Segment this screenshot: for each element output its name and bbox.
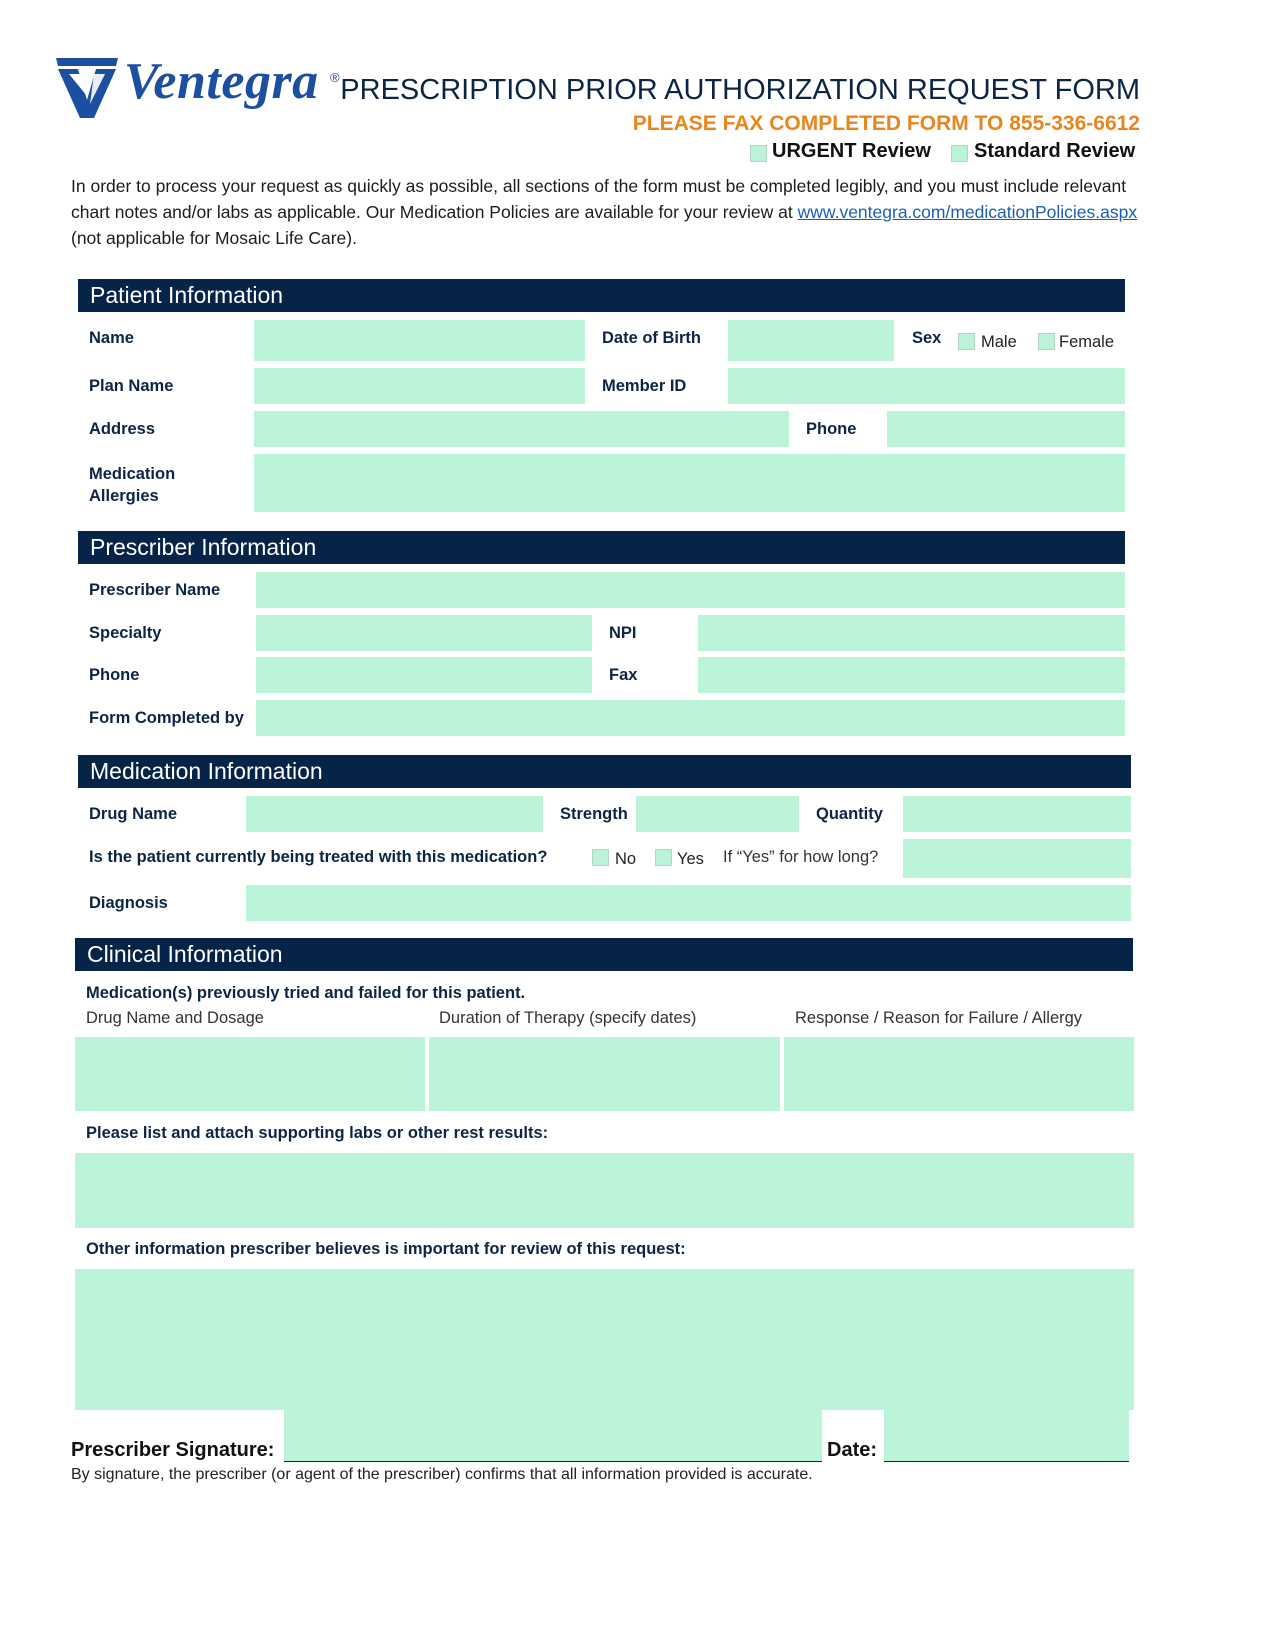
allergies-field[interactable] xyxy=(254,454,1125,512)
urgent-review-label: URGENT Review xyxy=(772,140,931,162)
diagnosis-field[interactable] xyxy=(246,885,1131,921)
address-field[interactable] xyxy=(254,411,789,447)
sex-male-label: Male xyxy=(981,333,1017,351)
tried-failed-label: Medication(s) previously tried and failed for this patient. xyxy=(86,984,526,1002)
v-shield-logo-icon xyxy=(54,56,120,120)
date-label: Date: xyxy=(827,1439,878,1461)
dob-field[interactable] xyxy=(728,320,894,361)
intro-text: In order to process your request as quickly as possible, all sections of the form must be completed legibly, and you must include relevant chart notes and/or labs as applicable. Our Medication Policies are available for your review at xyxy=(71,176,1127,222)
allergies-label-line2: Allergies xyxy=(89,487,159,505)
current-treatment-no-checkbox[interactable] xyxy=(592,849,609,866)
brand-name: Ventegra xyxy=(124,53,319,110)
brand-logo xyxy=(54,53,354,126)
diagnosis-label: Diagnosis xyxy=(89,894,168,912)
address-label: Address xyxy=(89,420,156,438)
patient-phone-label: Phone xyxy=(806,420,857,438)
strength-label: Strength xyxy=(560,805,628,823)
sex-male-checkbox[interactable] xyxy=(958,333,975,350)
allergies-label-line1: Medication xyxy=(89,465,176,483)
clinical-section-title: Clinical Information xyxy=(87,941,283,967)
strength-field[interactable] xyxy=(636,796,799,832)
supporting-labs-label: Please list and attach supporting labs or other rest results: xyxy=(86,1124,549,1142)
prescriber-section-header xyxy=(78,531,1125,564)
member-id-field[interactable] xyxy=(728,368,1125,404)
plan-name-field[interactable] xyxy=(254,368,585,404)
member-id-label: Member ID xyxy=(602,377,687,395)
allergies-label xyxy=(89,463,175,507)
signature-label: Prescriber Signature: xyxy=(71,1439,275,1461)
specialty-field[interactable] xyxy=(256,615,592,651)
prescriber-fax-field[interactable] xyxy=(698,657,1125,693)
current-treatment-no-label: No xyxy=(615,850,637,868)
supporting-labs-field[interactable] xyxy=(75,1153,1134,1228)
plan-name-label: Plan Name xyxy=(89,377,174,395)
current-treatment-yes-label: Yes xyxy=(677,850,704,868)
patient-name-field[interactable] xyxy=(254,320,585,361)
medication-section-header xyxy=(78,755,1131,788)
form-title: PRESCRIPTION PRIOR AUTHORIZATION REQUEST FORM xyxy=(340,74,1140,106)
urgent-review-checkbox[interactable] xyxy=(750,145,767,162)
npi-label: NPI xyxy=(609,624,637,642)
col-response-header: Response / Reason for Failure / Allergy xyxy=(795,1009,1083,1027)
signature-field[interactable] xyxy=(284,1410,822,1462)
other-info-field[interactable] xyxy=(75,1269,1134,1410)
prescriber-phone-label: Phone xyxy=(89,666,140,684)
drug-name-label: Drug Name xyxy=(89,805,178,823)
patient-section-header xyxy=(78,279,1125,312)
intro-paragraph xyxy=(71,173,1146,251)
medication-policies-link[interactable]: www.ventegra.com/medicationPolicies.aspx xyxy=(797,202,1138,222)
prescriber-section-title: Prescriber Information xyxy=(90,534,317,560)
patient-section-title: Patient Information xyxy=(90,282,284,308)
registered-mark: ® xyxy=(330,70,340,85)
standard-review-label: Standard Review xyxy=(974,140,1136,162)
how-long-label: If “Yes” for how long? xyxy=(723,848,879,866)
tried-duration-field[interactable] xyxy=(429,1037,780,1111)
tried-response-field[interactable] xyxy=(784,1037,1134,1111)
how-long-field[interactable] xyxy=(903,839,1131,878)
dob-label: Date of Birth xyxy=(602,329,701,347)
quantity-label: Quantity xyxy=(816,805,883,823)
signature-date-field[interactable] xyxy=(884,1410,1129,1462)
prescriber-name-label: Prescriber Name xyxy=(89,581,221,599)
drug-name-field[interactable] xyxy=(246,796,543,832)
completed-by-field[interactable] xyxy=(256,700,1125,736)
col-duration-header: Duration of Therapy (specify dates) xyxy=(439,1009,697,1027)
npi-field[interactable] xyxy=(698,615,1125,651)
quantity-field[interactable] xyxy=(903,796,1131,832)
patient-phone-field[interactable] xyxy=(887,411,1125,447)
prescriber-name-field[interactable] xyxy=(256,572,1125,608)
sex-label: Sex xyxy=(912,329,942,347)
sex-female-label: Female xyxy=(1059,333,1115,351)
other-info-label: Other information prescriber believes is important for review of this request: xyxy=(86,1240,686,1258)
col-drug-dosage-header: Drug Name and Dosage xyxy=(86,1009,264,1027)
signature-note: By signature, the prescriber (or agent of the prescriber) confirms that all information provided is accurate. xyxy=(71,1466,813,1483)
medication-section-title: Medication Information xyxy=(90,758,323,784)
patient-name-label: Name xyxy=(89,329,134,347)
completed-by-label: Form Completed by xyxy=(89,709,244,727)
fax-instruction: PLEASE FAX COMPLETED FORM TO 855-336-6612 xyxy=(632,112,1140,135)
sex-female-checkbox[interactable] xyxy=(1038,333,1055,350)
standard-review-checkbox[interactable] xyxy=(951,145,968,162)
prescriber-phone-field[interactable] xyxy=(256,657,592,693)
current-treatment-question: Is the patient currently being treated with this medication? xyxy=(89,848,548,866)
clinical-section-header xyxy=(75,938,1133,971)
specialty-label: Specialty xyxy=(89,624,162,642)
tried-drug-dosage-field[interactable] xyxy=(75,1037,425,1111)
intro-text-end: (not applicable for Mosaic Life Care). xyxy=(71,228,357,248)
prescriber-fax-label: Fax xyxy=(609,666,638,684)
current-treatment-yes-checkbox[interactable] xyxy=(655,849,672,866)
